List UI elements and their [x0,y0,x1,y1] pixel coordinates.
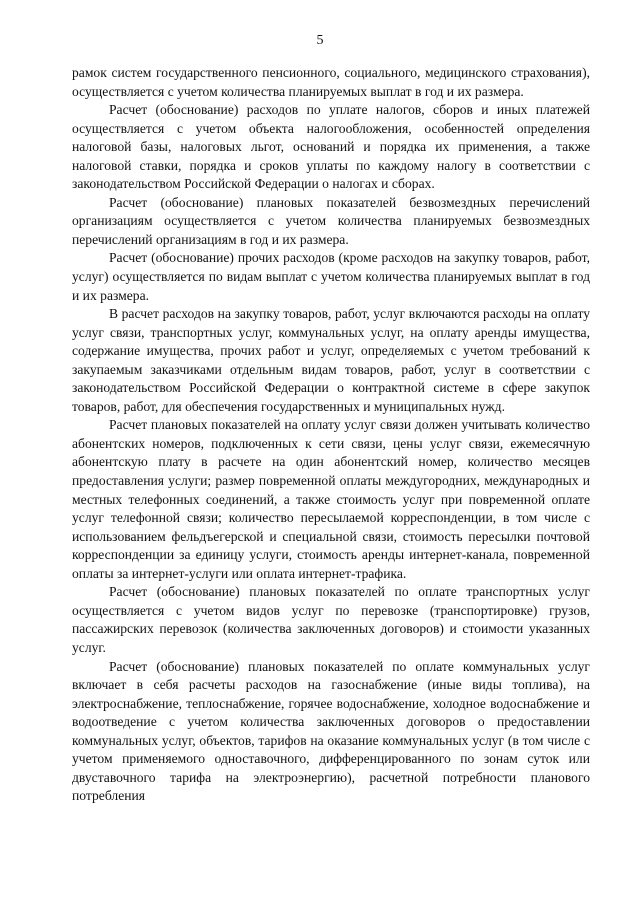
page-number: 5 [316,33,324,48]
paragraph-other-expenses: Расчет (обоснование) прочих расходов (кроме расходов на закупку товаров, работ, услуг) осуществляется по видам выплат с учетом количества планируемых выплат в год и их размера. [72,250,590,303]
paragraph-transport-services: Расчет (обоснование) плановых показателей по оплате транспортных услуг осуществляется с учетом видов услуг по перевозке (транспортировке) грузов, пассажирских перевозок (количества заключенных договоров) и стоимости указанных услуг. [72,584,590,655]
paragraph-continuation: рамок систем государственного пенсионного, социального, медицинского страхования), осуществляется с учетом количества планируемых выплат в год и их размера. [72,65,590,99]
paragraph-gratuitous-transfers: Расчет (обоснование) плановых показателей безвозмездных перечислений организациям осуществляется с учетом количества планируемых безвозмездных перечислений организациям в год и их размера. [72,194,590,247]
document-body [72,64,590,806]
paragraph-procurement: В расчет расходов на закупку товаров, работ, услуг включаются расходы на оплату услуг связи, транспортных услуг, коммунальных услуг, на оплату аренды имущества, содержание имущества, прочих работ и услуг, определяемых с учетом требований к закупаемым заказчиками отдельным видам товаров, работ, услуг в соответствии с законодательством Российской Федерации о контрактной системе в сфере закупок товаров, работ, для обеспечения государственных и муниципальных нужд. [72,306,590,414]
paragraph-taxes: Расчет (обоснование) расходов по уплате налогов, сборов и иных платежей осуществляется с учетом объекта налогообложения, особенностей определения налоговой базы, налоговых льгот, оснований и порядка их применения, а также налоговой ставки, порядка и сроков уплаты по каждому налогу в соответствии с законодательством Российской Федерации о налогах и сборах. [72,102,590,192]
paragraph-communication-services: Расчет плановых показателей на оплату услуг связи должен учитывать количество абонентских номеров, подключенных к сети связи, цены услуг связи, ежемесячную абонентскую плату в расчете на один абонентский номер, количество месяцев предоставления услуги; размер повременной оплаты междугородних, международных и местных телефонных соединений, а также стоимость услуг при повременной оплате услуг телефонной связи; количество пересылаемой корреспонденции, в том числе с использованием фельдъегерской и специальной связи, стоимость пересылки почтовой корреспонденции за единицу услуги, стоимость аренды интернет-канала, повременной оплаты за интернет-услуги или оплата интернет-трафика. [72,417,590,581]
paragraph-utility-services: Расчет (обоснование) плановых показателей по оплате коммунальных услуг включает в себя расчеты расходов на газоснабжение (иные виды топлива), на электроснабжение, теплоснабжение, горячее водоснабжение, холодное водоснабжение и водоотведение с учетом количества заключенных договоров о предоставлении коммунальных услуг, объектов, тарифов на оказание коммунальных услуг (в том числе с учетом применяемого одноставочного, дифференцированного по зонам суток или двуставочного тарифа на электроэнергию), расчетной потребности планового потребления [72,658,590,804]
